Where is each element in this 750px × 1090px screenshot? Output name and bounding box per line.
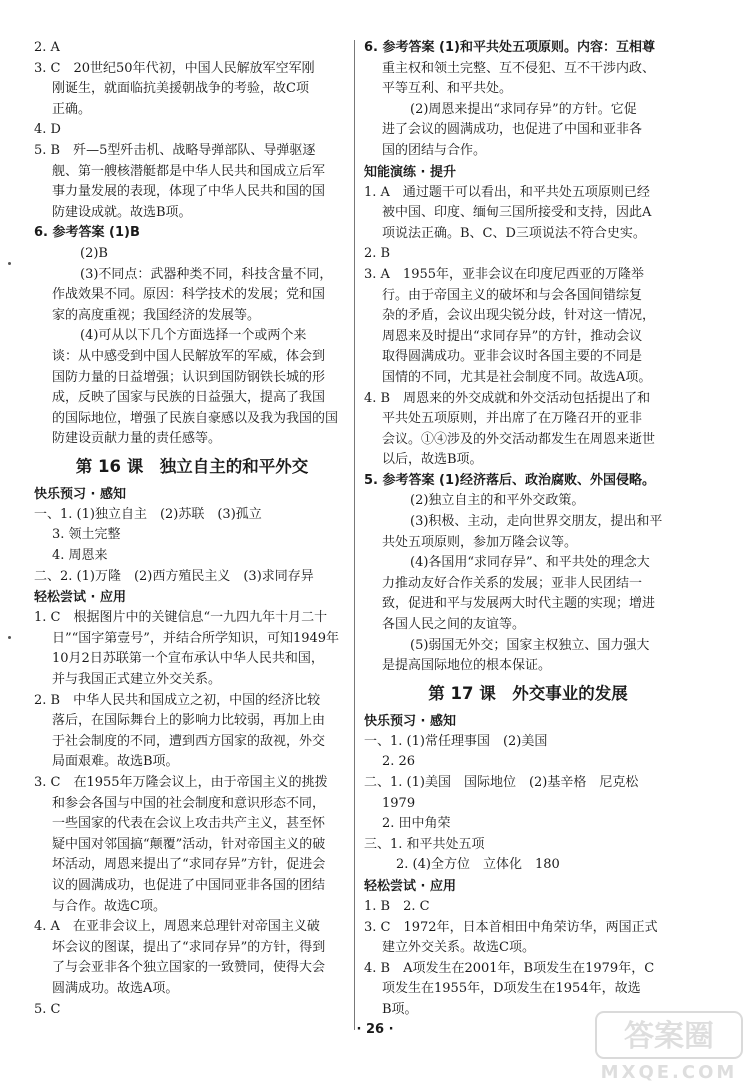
- answer-line: 一、1. (1)常任理事国 (2)美国: [364, 733, 548, 749]
- answer-line: 进了会议的圆满成功，也促进了中国和亚非各: [382, 122, 643, 138]
- answer-line: 谈：从中感受到中国人民解放军的军威，体会到: [52, 348, 326, 364]
- column-divider: [354, 40, 355, 1030]
- answer-line: 议的圆满成功，也促进了中国同亚非各国的团结: [52, 877, 326, 893]
- answer-line: 了与会亚非各个独立国家的一致赞同，使得大会: [52, 960, 326, 976]
- answer-line: 5. C: [34, 1001, 61, 1017]
- answer-line: 4. B 周恩来的外交成就和外交活动包括提出了和: [364, 390, 651, 406]
- answer-line: B项。: [382, 1001, 418, 1017]
- answer-line: 一些国家的代表在会议上攻击共产主义，甚至怀: [52, 816, 326, 832]
- answer-line: 1979: [382, 795, 416, 811]
- answer-line: 圆满成功。故选A项。: [52, 980, 179, 996]
- watermark-url: MXQE.COM: [600, 1062, 738, 1083]
- answer-line: 平共处五项原则，并出席了在万隆召开的亚非: [382, 411, 643, 427]
- answer-line: 共处五项原则，参加万隆会议等。: [382, 534, 578, 550]
- answer-line: 6. 参考答案 (1)和平共处五项原则。内容：互相尊: [364, 40, 655, 55]
- answer-line: 1. B 2. C: [364, 898, 430, 914]
- answer-line: 落后，在国际舞台上的影响力比较弱，再加上由: [52, 713, 326, 729]
- answer-line: 于社会制度的不同，遭到西方国家的敌视，外交: [52, 733, 326, 749]
- answer-line: 舰、第一艘核潜艇都是中华人民共和国成立后军: [52, 163, 326, 179]
- answer-line: (5)弱国无外交；国家主权独立、国力强大: [410, 637, 650, 653]
- lesson-heading: 第 16 课 独立自主的和平外交: [75, 456, 309, 476]
- answer-line: 和参会各国与中国的社会制度和意识形态不同，: [52, 795, 326, 811]
- answer-line: 家的高度重视；我国经济的发展等。: [52, 307, 261, 323]
- answer-line: 被中国、印度、缅甸三国所接受和支持，因此A: [382, 205, 652, 221]
- answer-line: 疑中国对邻国搞“颠覆”活动，针对帝国主义的破: [52, 836, 326, 852]
- watermark-text: 答案圈: [624, 1019, 714, 1054]
- scan-speck: [8, 636, 11, 639]
- answer-line: 2. B: [364, 246, 391, 262]
- answer-line: 1. C 根据图片中的关键信息“一九四九年十月二十: [34, 610, 328, 626]
- answer-line: 2. A: [34, 40, 60, 55]
- answer-line: 5. 参考答案 (1)经济落后、政治腐败、外国侵略。: [364, 472, 655, 488]
- answer-line: 二、2. (1)万隆 (2)西方殖民主义 (3)求同存异: [34, 568, 314, 584]
- answer-line: 5. B 歼—5型歼击机、战略导弹部队、导弹驱逐: [34, 142, 316, 158]
- answer-line: 与合作。故选C项。: [52, 898, 166, 914]
- answer-line: 2. (4)全方位 立体化 180: [396, 857, 560, 873]
- section-heading: 快乐预习 · 感知: [364, 713, 456, 729]
- answer-line: 2. B 中华人民共和国成立之初，中国的经济比较: [34, 692, 321, 708]
- answer-line: 建立外交关系。故选C项。: [382, 940, 535, 956]
- answer-line: 3. C 1972年，日本首相田中角荣访华，两国正式: [364, 919, 658, 935]
- answer-line: 3. A 1955年，亚非会议在印度尼西亚的万隆举: [364, 266, 645, 282]
- section-heading: 轻松尝试 · 应用: [364, 878, 456, 894]
- answer-line: 4. B A项发生在2001年，B项发生在1979年，C: [364, 960, 655, 976]
- answer-line: 防建设成就。故选B项。: [52, 204, 192, 220]
- answer-line: 4. D: [34, 122, 61, 138]
- answer-line: 三、1. 和平共处五项: [364, 836, 485, 852]
- answer-line: 并与我国正式建立外交关系。: [52, 672, 222, 688]
- answer-line: 力推动友好合作关系的发展；亚非人民团结一: [382, 575, 643, 591]
- answer-line: (3)不同点：武器种类不同，科技含量不同，: [80, 266, 333, 282]
- answer-line: 平等互利、和平共处。: [382, 81, 513, 97]
- answer-line: 10月2日苏联第一个宣布承认中华人民共和国，: [52, 651, 324, 667]
- answer-line: 坏会议的图谋，提出了“求同存异”的方针，得到: [52, 939, 326, 955]
- answer-line: 以后，故选B项。: [382, 452, 483, 468]
- answer-line: (4)各国用“求同存异”、和平共处的理念大: [410, 555, 650, 571]
- answer-line: 杂的矛盾，会议出现尖锐分歧，针对这一情况，: [382, 308, 656, 324]
- answer-line: 2. 田中角荣: [382, 816, 451, 832]
- section-heading: 轻松尝试 · 应用: [34, 590, 126, 606]
- answer-line: 3. C 在1955年万隆会议上，由于帝国主义的挑拨: [34, 775, 328, 790]
- answer-line: 日”“国字第壹号”，并结合所学知识，可知1949年: [52, 630, 340, 646]
- answer-line: 防建设贡献力量的责任感等。: [52, 431, 222, 447]
- answer-line: 作战效果不同。原因：科学技术的发展；党和国: [52, 287, 326, 303]
- section-heading: 知能演练 · 提升: [364, 164, 456, 180]
- answer-line: 国情的不同，尤其是社会制度不同。故选A项。: [382, 369, 652, 385]
- answer-line: 致，促进和平与发展两大时代主题的实现；增进: [382, 596, 656, 612]
- answer-line: 行。由于帝国主义的破坏和与会各国间错综复: [382, 287, 643, 303]
- answer-line: 6. 参考答案 (1)B: [34, 225, 140, 241]
- answer-line: 成，反映了国家与民族的日益强大，提高了我国: [52, 390, 326, 406]
- lesson-heading: 第 17 课 外交事业的发展: [428, 683, 628, 703]
- answer-line: 重主权和领土完整、互不侵犯、互不干涉内政、: [382, 60, 656, 76]
- section-heading: 快乐预习 · 感知: [34, 486, 126, 502]
- answer-line: 取得圆满成功。亚非会议时各国主要的不同是: [382, 349, 643, 365]
- answer-line: (2)独立自主的和平外交政策。: [410, 493, 585, 509]
- answer-line: (2)B: [80, 245, 108, 261]
- answer-line: 的国际地位，增强了民族自豪感以及我为我国的国: [52, 410, 339, 426]
- answer-line: 各国人民之间的友谊等。: [382, 617, 526, 633]
- answer-line: 3. C 20世纪50年代初，中国人民解放军空军刚: [34, 60, 315, 76]
- answer-line: 会议。①④涉及的外交活动都发生在周恩来逝世: [382, 431, 656, 447]
- answer-line: (3)积极、主动，走向世界交朋友，提出和平: [410, 514, 663, 530]
- answer-line: 国防力量的日益增强；认识到国防钢铁长城的形: [52, 369, 326, 385]
- page-number: · 26 ·: [356, 1022, 394, 1037]
- answer-line: 刚诞生，就面临抗美援朝战争的考验，故C项: [52, 81, 309, 97]
- scan-speck: [8, 262, 11, 265]
- answer-line: 国的团结与合作。: [382, 142, 487, 158]
- right-column: [364, 38, 692, 1021]
- answer-line: 一、1. (1)独立自主 (2)苏联 (3)孤立: [34, 506, 262, 522]
- answer-line: 正确。: [52, 101, 92, 117]
- answer-line: 项发生在1955年，D项发生在1954年，故选: [382, 981, 641, 997]
- answer-line: (4)可从以下几个方面选择一个或两个来: [80, 328, 307, 344]
- answer-line: 4. A 在亚非会议上，周恩来总理针对帝国主义破: [34, 919, 320, 935]
- left-column: [34, 38, 350, 1020]
- answer-line: 1. A 通过题干可以看出，和平共处五项原则已经: [364, 184, 650, 200]
- answer-line: 2. 26: [382, 754, 416, 770]
- watermark-logo: [594, 1010, 744, 1084]
- answer-line: 4. 周恩来: [52, 548, 108, 564]
- answer-line: 坏活动，周恩来提出了“求同存异”方针，促进会: [52, 857, 326, 873]
- answer-line: 周恩来及时提出“求同存异”的方针，推动会议: [382, 328, 643, 344]
- answer-line: 事力量发展的表现，体现了中华人民共和国的国: [52, 184, 326, 200]
- answer-line: 二、1. (1)美国 国际地位 (2)基辛格 尼克松: [364, 775, 639, 790]
- answer-line: (2)周恩来提出“求同存异”的方针。它促: [410, 101, 637, 117]
- answer-line: 3. 领土完整: [52, 527, 121, 543]
- answer-line: 项说法正确。B、C、D三项说法不符合史实。: [382, 225, 646, 241]
- answer-line: 局面艰难。故选B项。: [52, 754, 179, 770]
- answer-line: 是提高国际地位的根本保证。: [382, 658, 552, 674]
